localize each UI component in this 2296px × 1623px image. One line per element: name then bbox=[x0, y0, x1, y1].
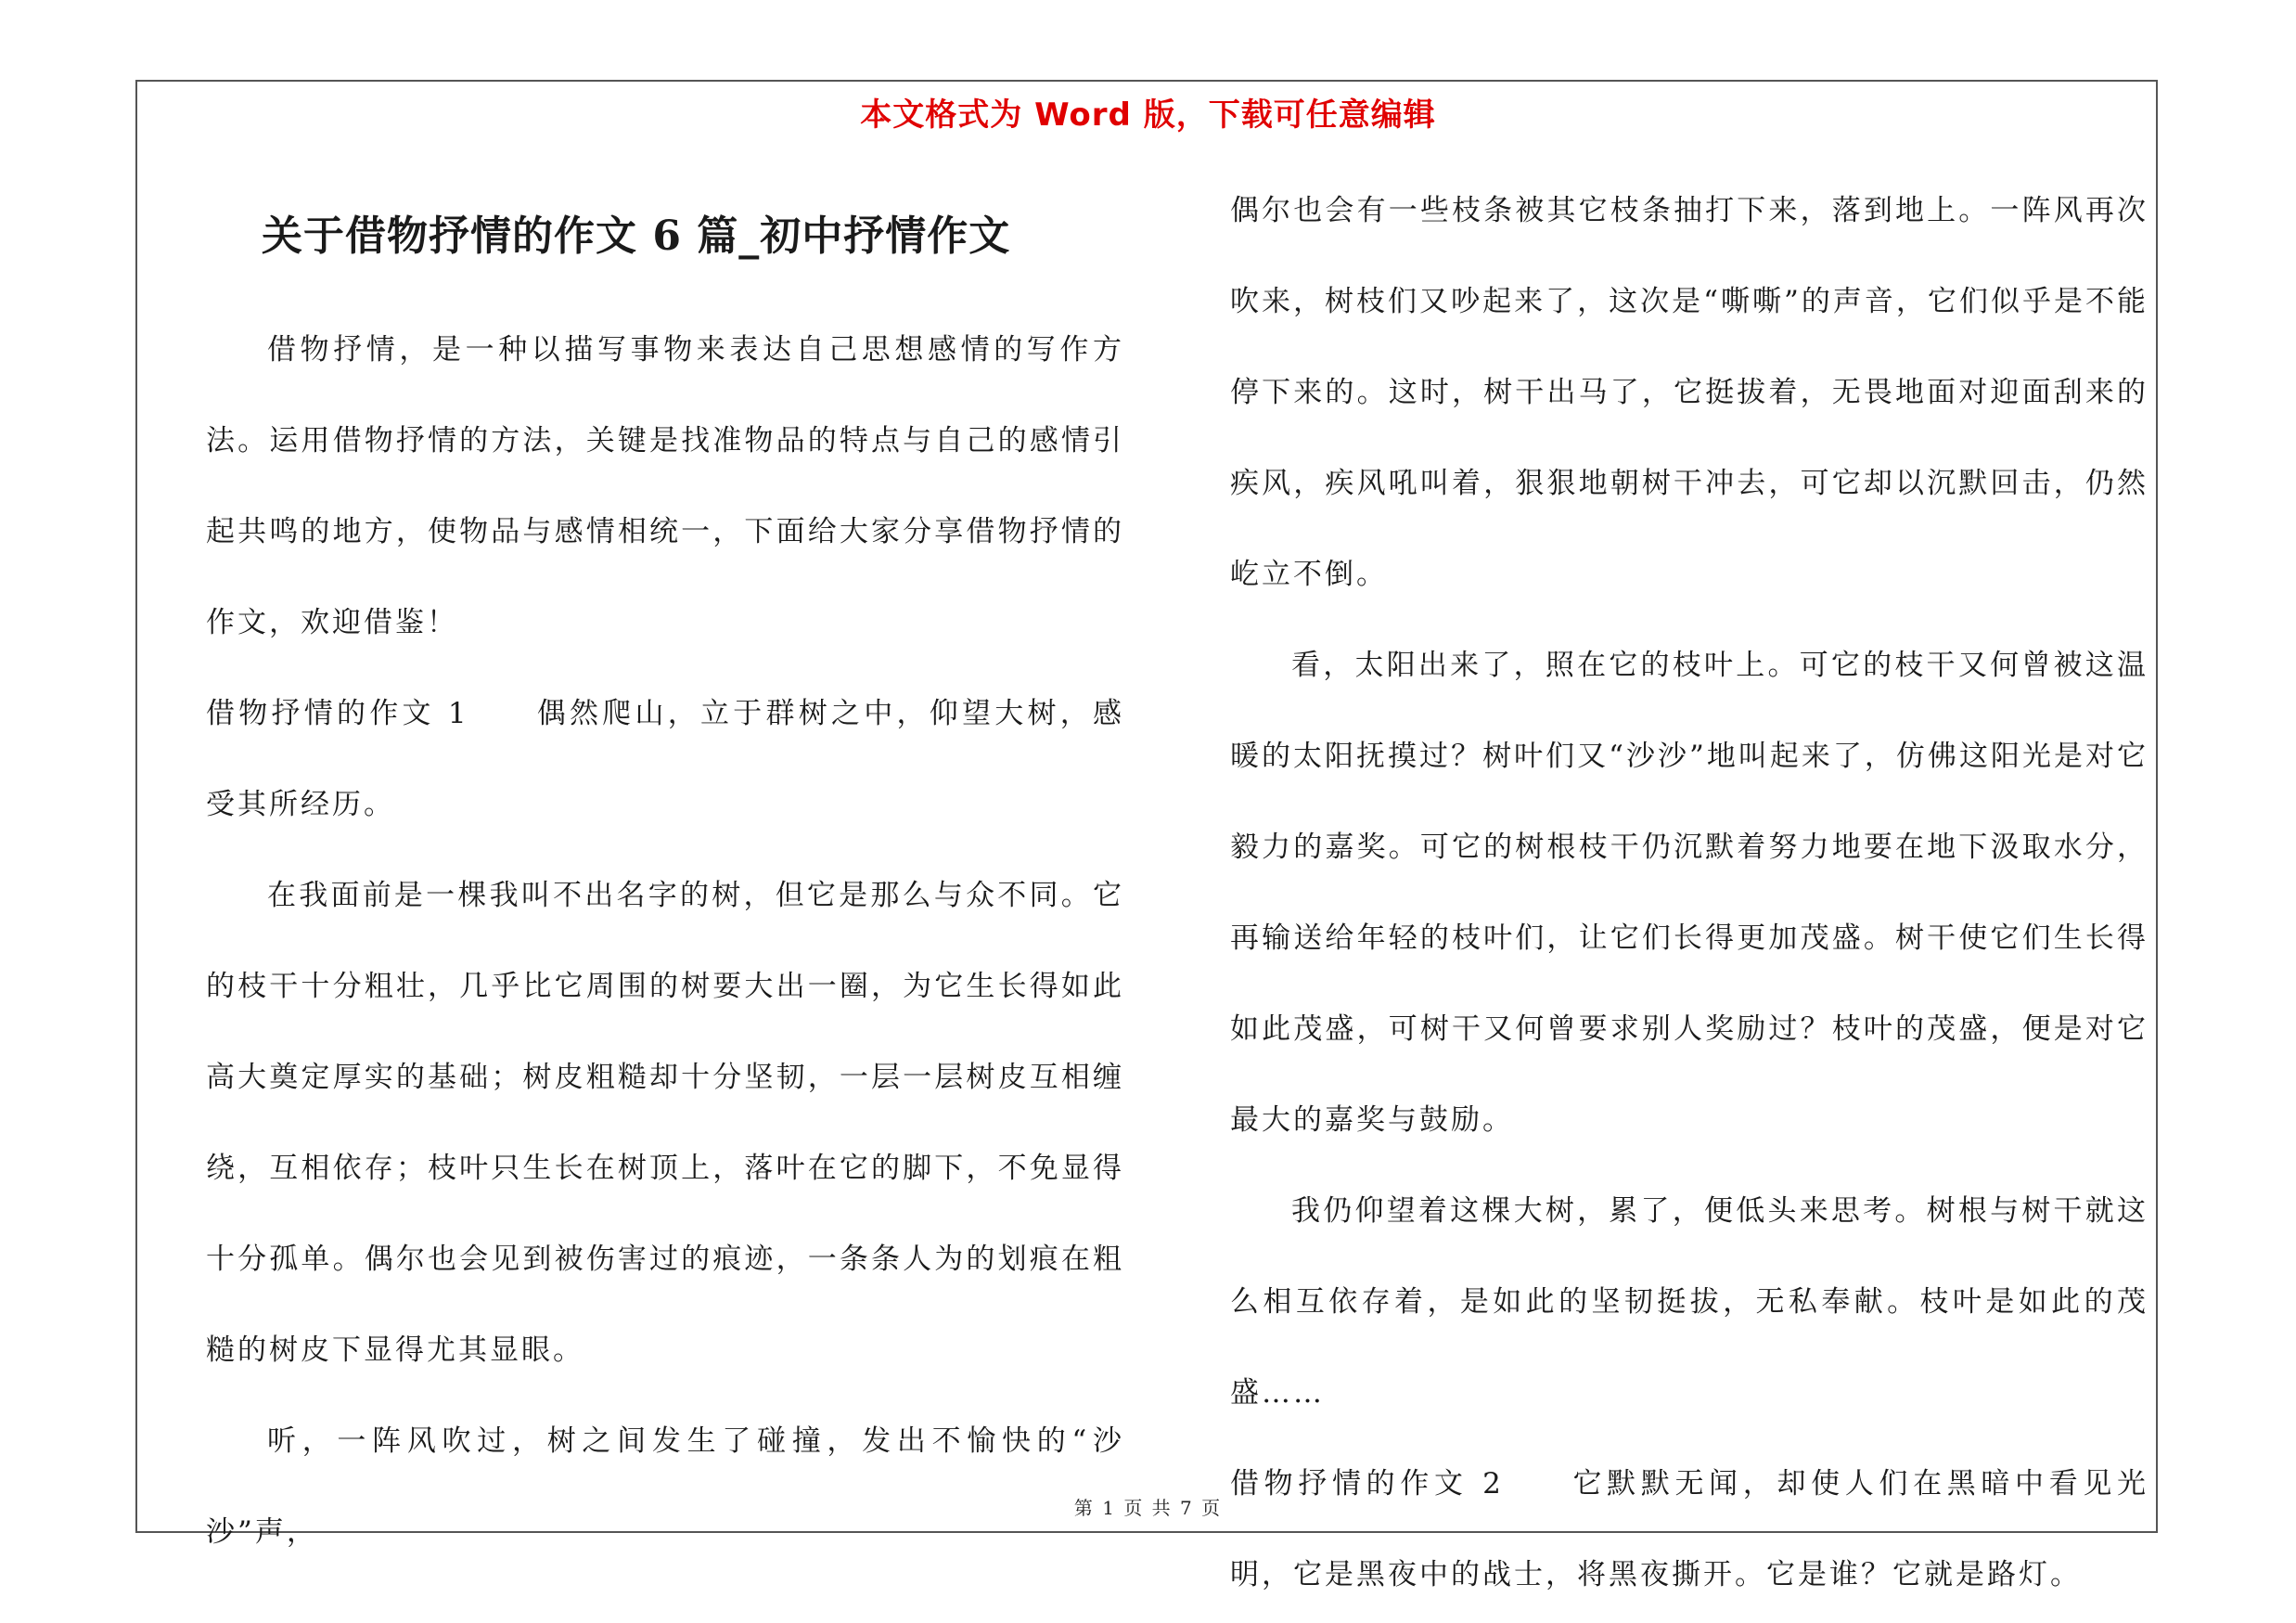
section-1-heading bbox=[206, 668, 1124, 850]
section-1-opening: 偶然爬山，立于群树之中，仰望大树，感受其所经历。 bbox=[206, 697, 1125, 821]
document-title: 关于借物抒情的作文 6 篇_初中抒情作文 bbox=[262, 213, 1011, 260]
right-column bbox=[1230, 165, 2148, 1620]
paragraph-tree-description: 在我面前是一棵我叫不出名字的树，但它是那么与众不同。它的枝干十分粗壮，几乎比它周围的树要大出一圈，为它生长得如此高大奠定厚实的基础；树皮粗糙却十分坚韧，一层一层树皮互相缠绕，互相依存；枝叶只生长在树顶上，落叶在它的脚下，不免显得十分孤单。偶尔也会见到被伤害过的痕迹，一条条人为的划痕在粗糙的树皮下显得尤其显眼。 bbox=[206, 879, 1124, 1367]
word-format-banner: 本文格式为 Word 版，下载可任意编辑 bbox=[860, 97, 1436, 134]
page-footer: 第 1 页 共 7 页 bbox=[1073, 1497, 1223, 1519]
section-2-heading bbox=[1230, 1438, 2148, 1620]
section-2-label: 借物抒情的作文 2 bbox=[1230, 1467, 1504, 1501]
paragraph-wind-continued: 偶尔也会有一些枝条被其它枝条抽打下来，落到地上。一阵风再次吹来，树枝们又吵起来了，这次是“嘶嘶”的声音，它们似乎是不能停下来的。这时，树干出马了，它挺拔着，无畏地面对迎面刮来的疾风，疾风吼叫着，狠狠地朝树干冲去，可它却以沉默回击，仍然屹立不倒。 bbox=[1230, 194, 2148, 591]
section-1-label: 借物抒情的作文 1 bbox=[206, 697, 469, 730]
paragraph-reflection: 我仍仰望着这棵大树，累了，便低头来思考。树根与树干就这么相互依存着，是如此的坚韧挺拔，无私奉献。枝叶是如此的茂盛…… bbox=[1230, 1194, 2148, 1410]
paragraph-sunlight: 看，太阳出来了，照在它的枝叶上。可它的枝干又何曾被这温暖的太阳抚摸过？树叶们又“沙沙”地叫起来了，仿佛这阳光是对它毅力的嘉奖。可它的树根枝干仍沉默着努力地要在地下汲取水分，再输送给年轻的枝叶们，让它们长得更加茂盛。树干使它们生长得如此茂盛，可树干又何曾要求别人奖励过？枝叶的茂盛，便是对它最大的嘉奖与鼓励。 bbox=[1230, 649, 2148, 1137]
section-2-opening: 它默默无闻，却使人们在黑暗中看见光明，它是黑夜中的战士，将黑夜撕开。它是谁？它就是路灯。 bbox=[1230, 1467, 2149, 1591]
paragraph-wind-start: 听，一阵风吹过，树之间发生了碰撞，发出不愉快的“沙沙”声， bbox=[206, 1424, 1124, 1549]
intro-paragraph: 借物抒情，是一种以描写事物来表达自己思想感情的写作方法。运用借物抒情的方法，关键是找准物品的特点与自己的感情引起共鸣的地方，使物品与感情相统一，下面给大家分享借物抒情的作文，欢迎借鉴！ bbox=[206, 333, 1124, 639]
left-column bbox=[206, 167, 1124, 1578]
